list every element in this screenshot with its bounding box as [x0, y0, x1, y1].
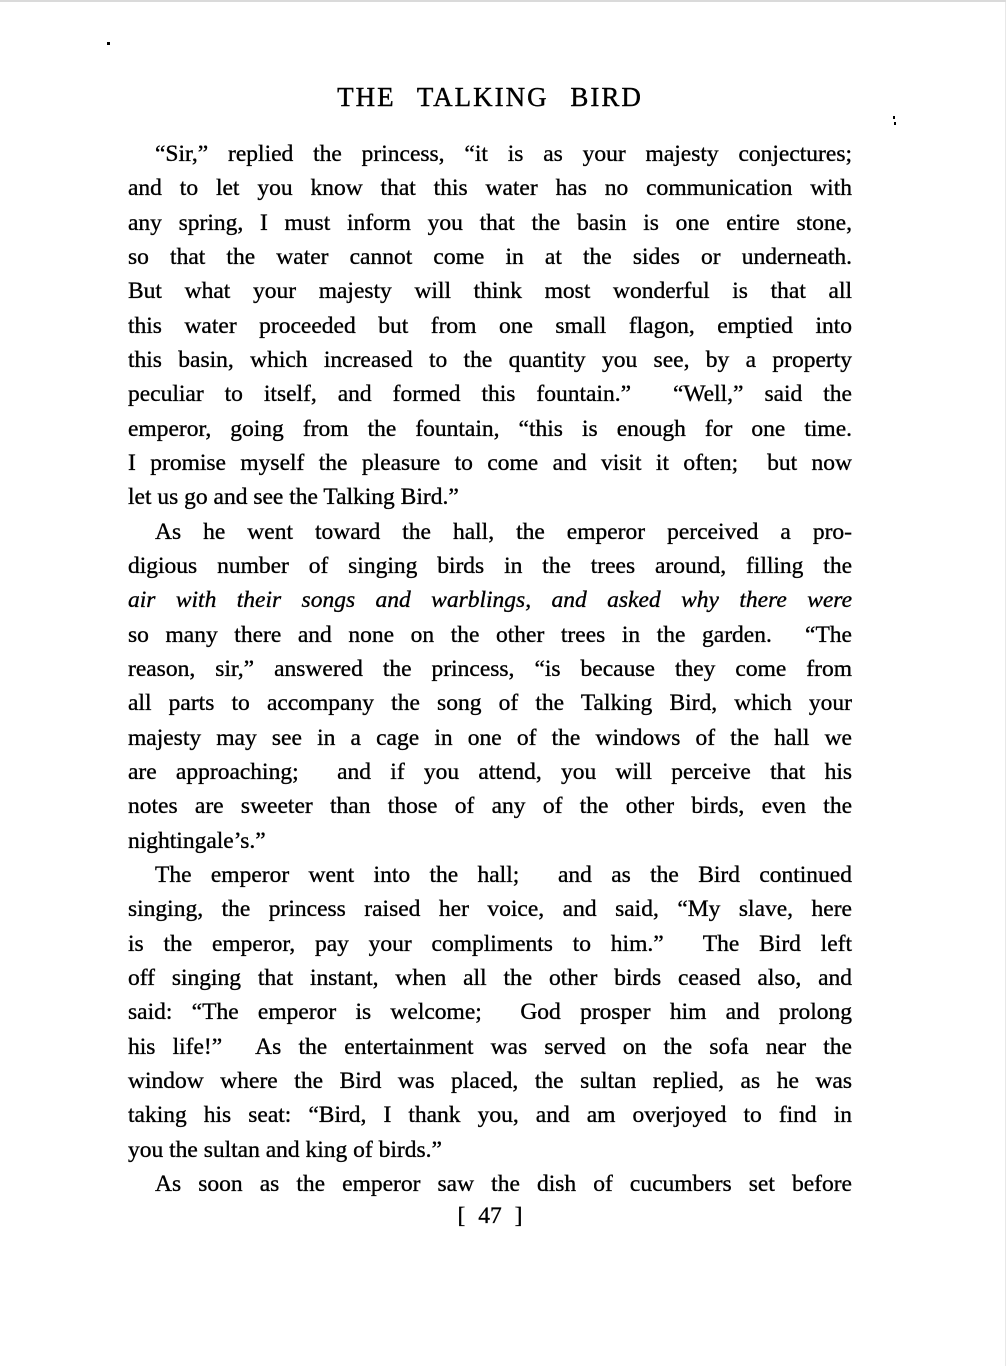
text-line: nightingale’s.” — [128, 827, 266, 854]
text-line: off singing that instant, when all the other birds ceased also, and — [128, 964, 852, 991]
text-line: I promise myself the pleasure to come and visit it often; but now — [128, 449, 852, 476]
text-line: taking his seat: “Bird, I thank you, and am overjoyed to find in — [128, 1102, 852, 1129]
page-number: [ 47 ] — [457, 1203, 523, 1229]
text-line: any spring, I must inform you that the basin is one entire stone, — [128, 209, 852, 236]
text-line: you the sultan and king of birds.” — [128, 1136, 442, 1163]
text-line: and to let you know that this water has no communication with — [128, 175, 852, 202]
text-line: this basin, which increased to the quantity you see, by a property — [128, 346, 852, 373]
text-line: all parts to accompany the song of the Talking Bird, which your — [128, 690, 852, 717]
text-line: window where the Bird was placed, the sultan replied, as he was — [128, 1067, 852, 1094]
text-block — [128, 137, 852, 1201]
text-line: But what your majesty will think most wonderful is that all — [128, 278, 852, 305]
text-line: “Sir,” replied the princess, “it is as your majesty conjectures; — [155, 141, 852, 167]
text-line: notes are sweeter than those of any of the other birds, even the — [128, 793, 852, 820]
text-line: peculiar to itself, and formed this fountain.” “Well,” said the — [128, 381, 852, 408]
text-line: digious number of singing birds in the trees around, filling the — [128, 552, 852, 579]
text-line: majesty may see in a cage in one of the windows of the hall we — [128, 724, 852, 751]
text-line: his life!” As the entertainment was served on the sofa near the — [128, 1033, 852, 1060]
scan-speck — [894, 122, 896, 125]
text-line: this water proceeded but from one small flagon, emptied into — [128, 312, 852, 339]
text-line: let us go and see the Talking Bird.” — [128, 484, 459, 511]
text-line: singing, the princess raised her voice, and said, “My slave, here — [128, 896, 852, 923]
paragraph — [128, 1167, 852, 1201]
text-line: is the emperor, pay your compliments to him.” The Bird left — [128, 930, 852, 957]
text-line: The emperor went into the hall; and as the Bird continued — [155, 861, 852, 888]
text-line: air with their songs and warblings, and asked why there were — [128, 587, 852, 614]
text-line: As soon as the emperor saw the dish of cucumbers set before — [155, 1170, 852, 1197]
text-line: reason, sir,” answered the princess, “is because they come from — [128, 655, 852, 682]
paragraph — [128, 515, 852, 858]
page-title: THE TALKING BIRD — [337, 82, 643, 112]
scan-speck — [107, 42, 110, 45]
text-line: said: “The emperor is welcome; God prosper him and prolong — [128, 999, 852, 1026]
text-line: As he went toward the hall, the emperor perceived a pro- — [155, 518, 852, 545]
paragraph — [128, 858, 852, 1167]
text-line: so that the water cannot come in at the sides or underneath. — [128, 243, 852, 270]
scan-speck — [893, 116, 895, 119]
text-line: emperor, going from the fountain, “this is enough for one time. — [128, 415, 852, 442]
paragraph — [128, 137, 852, 515]
text-line: so many there and none on the other trees in the garden. “The — [128, 621, 852, 648]
text-line: are approaching; and if you attend, you will perceive that his — [128, 758, 852, 785]
